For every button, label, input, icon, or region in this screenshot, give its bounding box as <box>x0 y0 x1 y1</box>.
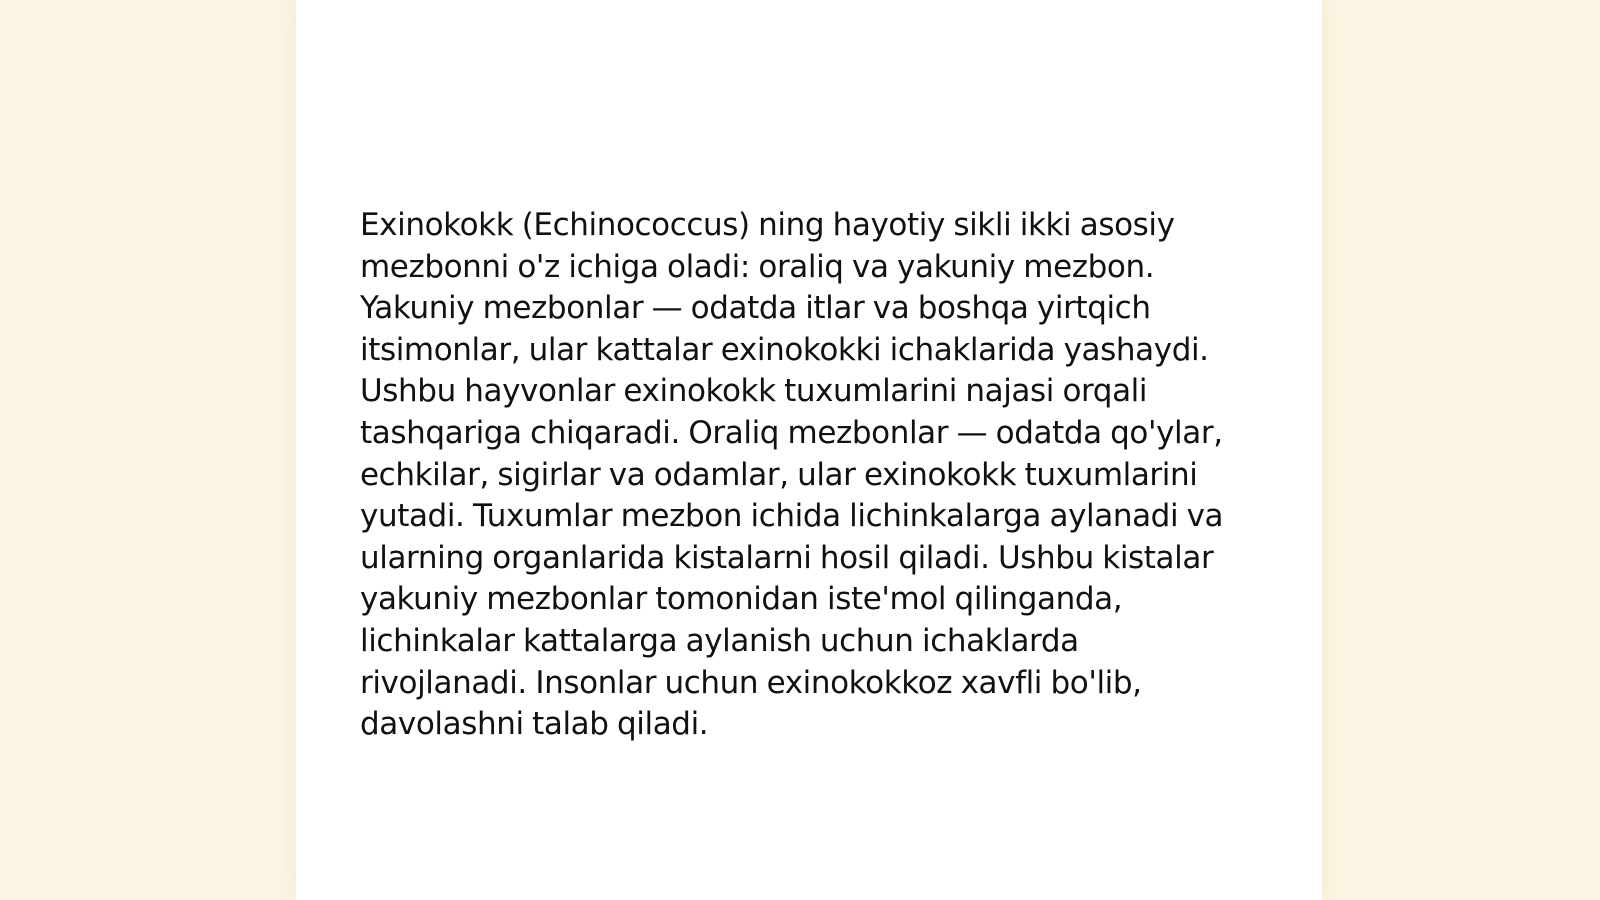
slide-body-paragraph: Exinokokk (Echinococcus) ning hayotiy sikli ikki asosiy mezbonni o'z ichiga oladi: oraliq va yakuniy mezbon. Yakuniy mezbonlar — odatda itlar va boshqa yirtqich itsimonlar, ular kattalar exinokokki ichaklarida yashaydi. Ushbu hayvonlar exinokokk tuxumlarini najasi orqali tashqariga chiqaradi. Oraliq mezbonlar — odatda qo'ylar, echkilar, sigirlar va odamlar, ular exinokokk tuxumlarini yutadi. Tuxumlar mezbon ichida lichinkalarga aylanadi va ularning organlarida kistalarni hosil qiladi. Ushbu kistalar yakuniy mezbonlar tomonidan iste'mol qilinganda, lichinkalar kattalarga aylanish uchun ichaklarda rivojlanadi. Insonlar uchun exinokokkoz xavfli bo'lib, davolashni talab qiladi. <box>360 207 1224 743</box>
left-background-band <box>0 0 296 900</box>
slide-panel <box>296 0 1322 900</box>
right-background-band <box>1322 0 1600 900</box>
